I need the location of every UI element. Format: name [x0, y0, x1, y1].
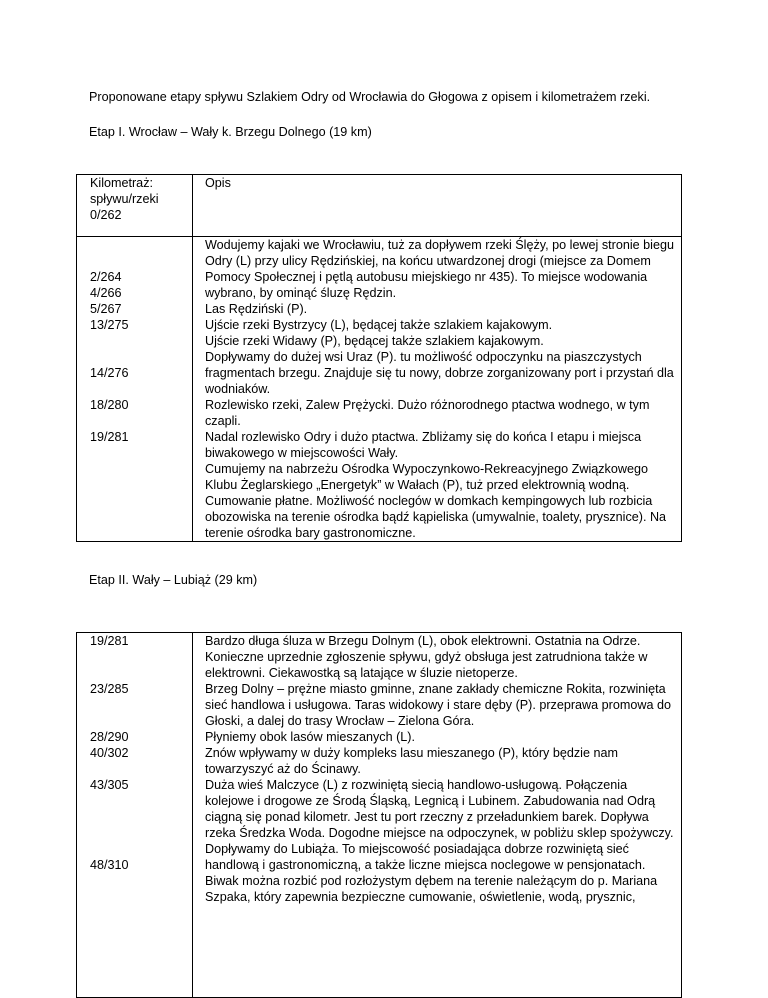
km-value: 0/262 — [90, 208, 122, 222]
km-header-line: spływu/rzeki — [90, 192, 159, 206]
table-row — [77, 633, 682, 998]
desc-entry: Brzeg Dolny – prężne miasto gminne, znane zakłady chemiczne Rokita, rozwinięta sieć handlowa i usługowa. Taras widokowy i stare dęby (P). przeprawa promowa do Głoski, a dalej do trasy Wrocław – Zielona Góra. — [205, 682, 671, 728]
stage2-table — [76, 632, 682, 998]
desc-cell — [193, 633, 682, 998]
km-header-line: Kilometraż: — [90, 176, 153, 190]
desc-entry: Duża wieś Malczyce (L) z rozwiniętą siecią handlowo-usługową. Połączenia kolejowe i drogowe ze Środą Śląską, Legnicą i Lubinem. Zabudowania nad Odrą ciągną się ponad kilometr. Jest tu port rzeczny z przeładunkiem barek. Dopływa rzeka Średzka Woda. Dogodne miejsce na odpoczynek, w pobliżu sklep spożywczy. — [205, 778, 674, 840]
km-value: 43/305 — [90, 778, 129, 792]
km-cell — [77, 237, 193, 542]
km-cell — [77, 633, 193, 998]
desc-entry: Dopływamy do Lubiąża. To miejscowość posiadająca dobrze rozwiniętą sieć handlową i gastronomiczną, a także liczne miejsca noclegowe w pensjonatach. Biwak można rozbić pod rozłożystym dębem na terenie należącym do p. Mariana Szpaka, który zapewnia bezpieczne cumowanie, oświetlenie, wodą, prysznic, — [205, 842, 658, 904]
km-value: 13/275 — [90, 318, 129, 332]
km-value: 48/310 — [90, 858, 129, 872]
km-value: 28/290 — [90, 730, 129, 744]
table-row — [77, 237, 682, 542]
desc-entry: Nadal rozlewisko Odry i dużo ptactwa. Zbliżamy się do końca I etapu i miejsca biwakowego w miejscowości Wały. — [205, 430, 642, 460]
stage1-title: Etap I. Wrocław – Wały k. Brzegu Dolnego (19 km) — [89, 125, 372, 139]
desc-entry: Bardzo długa śluza w Brzegu Dolnym (L), obok elektrowni. Ostatnia na Odrze. Konieczne uprzednie zgłoszenie spływu, gdyż obsługa jest zatrudniona także w elektrowni. Ciekawostką są latające w śluzie nietoperze. — [205, 634, 648, 680]
desc-header: Opis — [205, 176, 231, 190]
desc-header-cell — [193, 175, 682, 237]
km-value: 14/276 — [90, 366, 129, 380]
desc-entry: Las Rędziński (P). — [205, 302, 308, 316]
desc-entry: Cumujemy na nabrzeżu Ośrodka Wypoczynkowo-Rekreacyjnego Związkowego Klubu Żeglarskiego „Energetyk” w Wałach (P), tuż przed elektrownią wodną. Cumowanie płatne. Możliwość noclegów w domkach kempingowych lub rozbicia obozowiska na terenie ośrodka bądź kąpieliska (umywalnie, toalety, prysznice). Na terenie ośrodka bary gastronomiczne. — [205, 462, 667, 540]
desc-entry: Znów wpływamy w duży kompleks lasu mieszanego (P), który będzie nam towarzyszyć aż do Ścinawy. — [205, 746, 618, 776]
desc-cell — [193, 237, 682, 542]
stage1-table — [76, 174, 682, 542]
desc-entry: Dopływamy do dużej wsi Uraz (P). tu możliwość odpoczynku na piaszczystych fragmentach brzegu. Znajduje się tu nowy, dobrze zorganizowany port i przystań dla wodniaków. — [205, 350, 674, 396]
km-header-cell — [77, 175, 193, 237]
desc-entry: Rozlewisko rzeki, Zalew Prężycki. Dużo różnorodnego ptactwa wodnego, w tym czapli. — [205, 398, 650, 428]
km-value: 19/281 — [90, 430, 129, 444]
desc-entry: Wodujemy kajaki we Wrocławiu, tuż za dopływem rzeki Ślęży, po lewej stronie biegu Odry (L) przy ulicy Rędzińskiej, na końcu utwardzonej drogi (miejsce za Domem Pomocy Społecznej i pętlą autobusu miejskiego nr 435). To miejsce wodowania wybrano, by ominąć śluzę Rędzin. — [205, 238, 674, 300]
desc-entry: Ujście rzeki Bystrzycy (L), będącej także szlakiem kajakowym. — [205, 318, 553, 332]
km-value: 18/280 — [90, 398, 129, 412]
km-value: 40/302 — [90, 746, 129, 760]
table-row — [77, 175, 682, 237]
km-value: 23/285 — [90, 682, 129, 696]
km-value: 4/266 — [90, 286, 122, 300]
intro-paragraph: Proponowane etapy spływu Szlakiem Odry od Wrocławia do Głogowa z opisem i kilometrażem rzeki. — [89, 90, 651, 104]
km-value: 5/267 — [90, 302, 122, 316]
desc-entry: Ujście rzeki Widawy (P), będącej także szlakiem kajakowym. — [205, 334, 544, 348]
stage2-title: Etap II. Wały – Lubiąż (29 km) — [89, 573, 258, 587]
km-value: 19/281 — [90, 634, 129, 648]
km-value: 2/264 — [90, 270, 122, 284]
desc-entry: Płyniemy obok lasów mieszanych (L). — [205, 730, 415, 744]
